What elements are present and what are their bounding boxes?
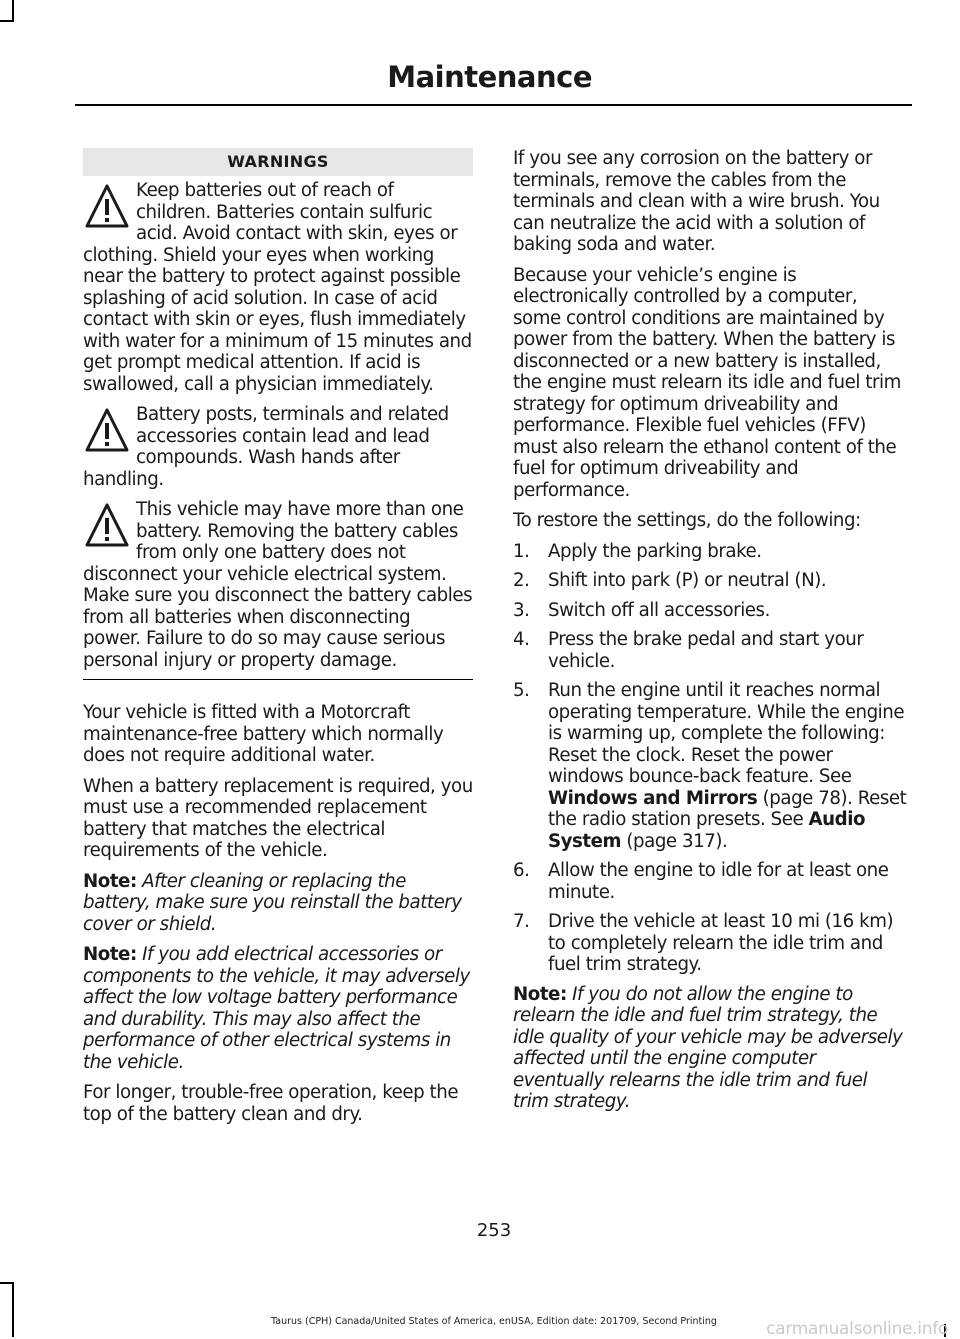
warning-item [83, 499, 473, 671]
header-divider [75, 104, 912, 106]
warning-item [83, 180, 473, 395]
footer-edition: Taurus (CPH) Canada/United States of America, enUSA, Edition date: 201709, Second Printing [271, 1316, 717, 1327]
step-number: 1. [513, 540, 530, 562]
steps-list [513, 541, 908, 976]
cross-reference-link[interactable]: Windows and Mirrors [548, 787, 758, 809]
step-number: 6. [513, 860, 530, 881]
step-number: 7. [513, 911, 530, 932]
note-text: After cleaning or replacing the battery, make sure you reinstall the battery cover or shield. [83, 870, 462, 935]
note [513, 984, 908, 1113]
left-column [83, 148, 473, 1134]
step-number: 4. [513, 629, 530, 650]
list-item [513, 570, 908, 592]
list-item [513, 600, 908, 622]
right-column [513, 148, 908, 1122]
note-text: If you do not allow the engine to relearn the idle and fuel trim strategy, the idle quality of your vehicle may be adversely affected until the engine computer eventually relearns the idle trim and fuel trim strategy. [513, 983, 903, 1112]
page-title: Maintenance [387, 60, 592, 94]
warnings-heading: WARNINGS [83, 148, 473, 176]
watermark: carmanualsonline.info [766, 1319, 948, 1339]
list-item [513, 629, 908, 672]
step-number: 2. [513, 570, 530, 591]
warning-text: This vehicle may have more than one battery. Removing the battery cables from only one battery does not disconnect your vehicle electrical system. Make sure you disconnect the battery cables from all batteries when disconnecting power. Failure to do so may cause serious personal injury or property damage. [83, 499, 473, 671]
list-item [513, 680, 908, 852]
list-item [513, 911, 908, 976]
warning-item [83, 404, 473, 490]
cross-reference-link[interactable]: Audio System [548, 809, 866, 852]
warning-text: Keep batteries out of reach of children. Batteries contain sulfuric acid. Avoid contact with skin, eyes or clothing. Shield your eyes when working near the battery to protect against possible splashing of acid solution. In case of acid contact with skin or eyes, flush immediately with water for a minimum of 15 minutes and get prompt medical attention. If acid is swallowed, call a physician immediately. [83, 180, 472, 395]
paragraph: To restore the settings, do the following: [513, 510, 861, 531]
warning-text: Battery posts, terminals and related accessories contain lead and lead compounds. Wash hands after handling. [83, 404, 449, 490]
step-text: Switch off all accessories. [548, 599, 770, 621]
step-text: (page 78). Reset the radio station presets. See [548, 787, 907, 830]
list-item [513, 541, 908, 563]
note [83, 871, 473, 936]
paragraph: Because your vehicle’s engine is electronically controlled by a computer, some control conditions are maintained by power from the battery. When the battery is disconnected or a new battery is installed, the engine must relearn its idle and fuel trim strategy for optimum driveability and performance. Flexible fuel vehicles (FFV) must also relearn the ethanol content of the fuel for optimum driveability and performance. [513, 264, 901, 501]
paragraph: When a battery replacement is required, you must use a recommended replacement battery that matches the electrical requirements of the vehicle. [83, 775, 473, 861]
step-text: Apply the parking brake. [548, 540, 762, 562]
note-label: Note: [513, 983, 567, 1005]
crop-mark [0, 20, 14, 22]
step-number: 5. [513, 680, 530, 701]
paragraph: If you see any corrosion on the battery or terminals, remove the cables from the terminals and clean with a wire brush. You can neutralize the acid with a solution of baking soda and water. [513, 148, 880, 255]
step-text: Press the brake pedal and start your vehicle. [548, 629, 864, 672]
step-text: Allow the engine to idle for at least one minute. [548, 860, 889, 903]
warning-triangle-icon [83, 501, 131, 551]
step-text: (page 317). [621, 830, 728, 852]
step-text: Run the engine until it reaches normal operating temperature. While the engine is warming up, complete the following: Reset the clock. Reset the power windows bounce-back feature. See [548, 680, 905, 787]
step-text: Shift into park (P) or neutral (N). [548, 570, 827, 591]
list-item [513, 860, 908, 903]
crop-mark [0, 1282, 14, 1284]
note-text: If you add electrical accessories or components to the vehicle, it may adversely affect the low voltage battery performance and durability. This may also affect the performance of other electrical systems in the vehicle. [83, 944, 470, 1073]
paragraph: For longer, trouble-free operation, keep the top of the battery clean and dry. [83, 1082, 459, 1125]
step-text: Drive the vehicle at least 10 mi (16 km) to completely relearn the idle trim and fuel trim strategy. [548, 911, 894, 975]
warnings-divider [83, 679, 473, 680]
note-label: Note: [83, 870, 137, 892]
paragraph: Your vehicle is fitted with a Motorcraft maintenance-free battery which normally does not require additional water. [83, 702, 444, 766]
page-number: 253 [476, 1220, 512, 1241]
note [83, 944, 473, 1073]
warning-triangle-icon [83, 182, 131, 232]
note-label: Note: [83, 944, 137, 965]
step-number: 3. [513, 599, 530, 621]
crop-mark [12, 0, 14, 22]
warning-triangle-icon [83, 406, 131, 456]
crop-mark [12, 1282, 14, 1337]
